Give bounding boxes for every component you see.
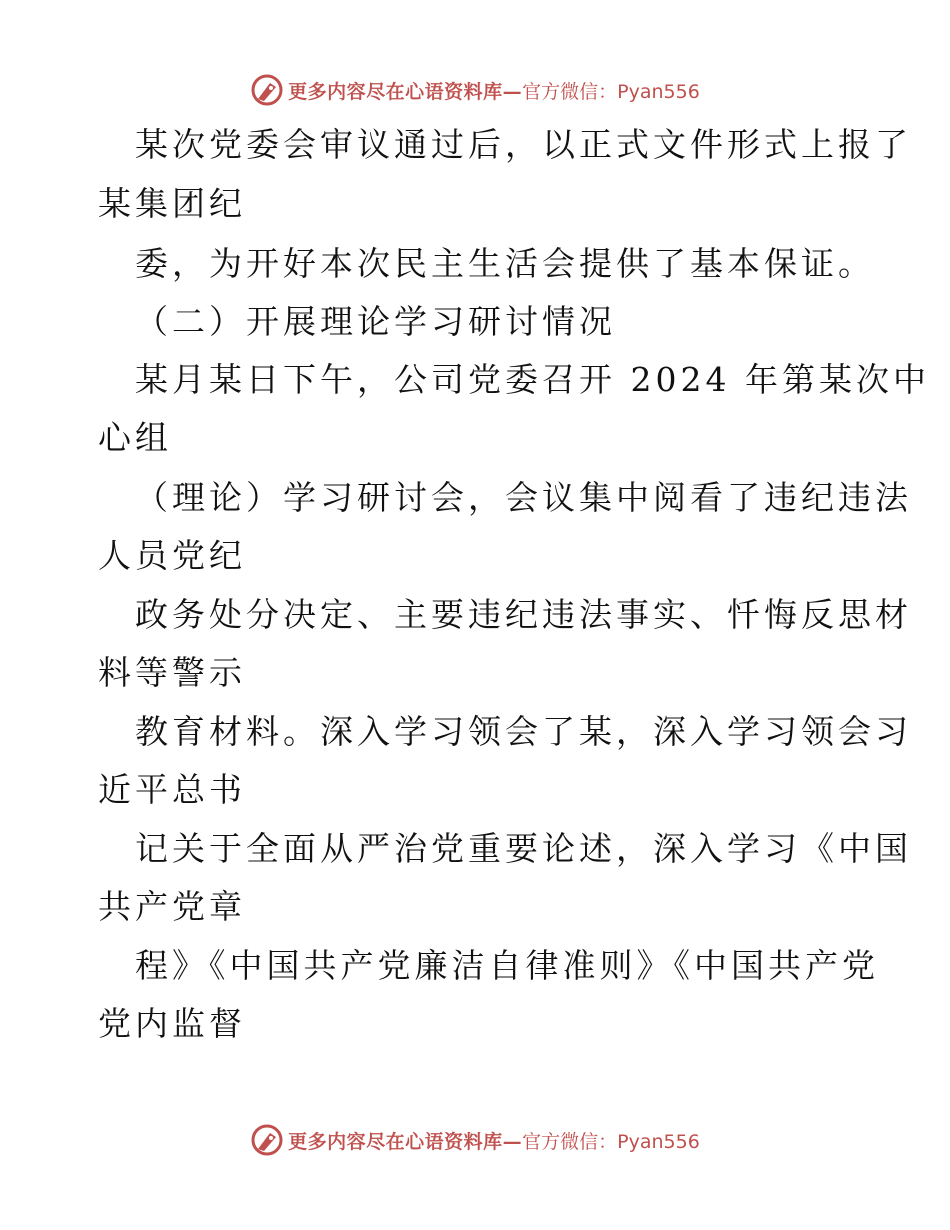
- pen-nib-logo-icon: [250, 1123, 284, 1157]
- body-line: 人员党纪: [98, 536, 246, 575]
- body-line: （理论）学习研讨会，会议集中阅看了违纪违法: [135, 478, 912, 517]
- watermark-main-text: 更多内容尽在心语资料库—: [288, 80, 523, 103]
- body-line: 料等警示: [98, 653, 246, 692]
- body-line: 心组: [98, 418, 172, 457]
- body-line: 某次党委会审议通过后，以正式文件形式上报了: [135, 125, 912, 164]
- watermark-main-text: 更多内容尽在心语资料库—: [288, 1130, 523, 1153]
- body-line: 程》《中国共产党廉洁自律准则》《中国共产党: [135, 946, 879, 985]
- body-line: 教育材料。深入学习领会了某，深入学习领会习: [135, 712, 912, 751]
- body-line: 委，为开好本次民主生活会提供了基本保证。: [135, 244, 875, 283]
- body-line: 某月某日下午，公司党委召开 2024 年第某次中: [135, 360, 930, 399]
- body-line: 某集团纪: [98, 184, 246, 223]
- section-heading: （二）开展理论学习研讨情况: [135, 302, 616, 341]
- watermark-contact-text: 官方微信：Pyan556: [522, 1130, 700, 1153]
- body-line: 记关于全面从严治党重要论述，深入学习《中国: [135, 829, 912, 868]
- body-line: 党内监督: [98, 1004, 246, 1043]
- body-line: 近平总书: [98, 770, 246, 809]
- footer-watermark: [0, 1120, 950, 1160]
- watermark-contact-text: 官方微信：Pyan556: [522, 80, 700, 103]
- body-line: 政务处分决定、主要违纪违法事实、忏悔反思材: [135, 595, 912, 634]
- body-line: 共产党章: [98, 887, 246, 926]
